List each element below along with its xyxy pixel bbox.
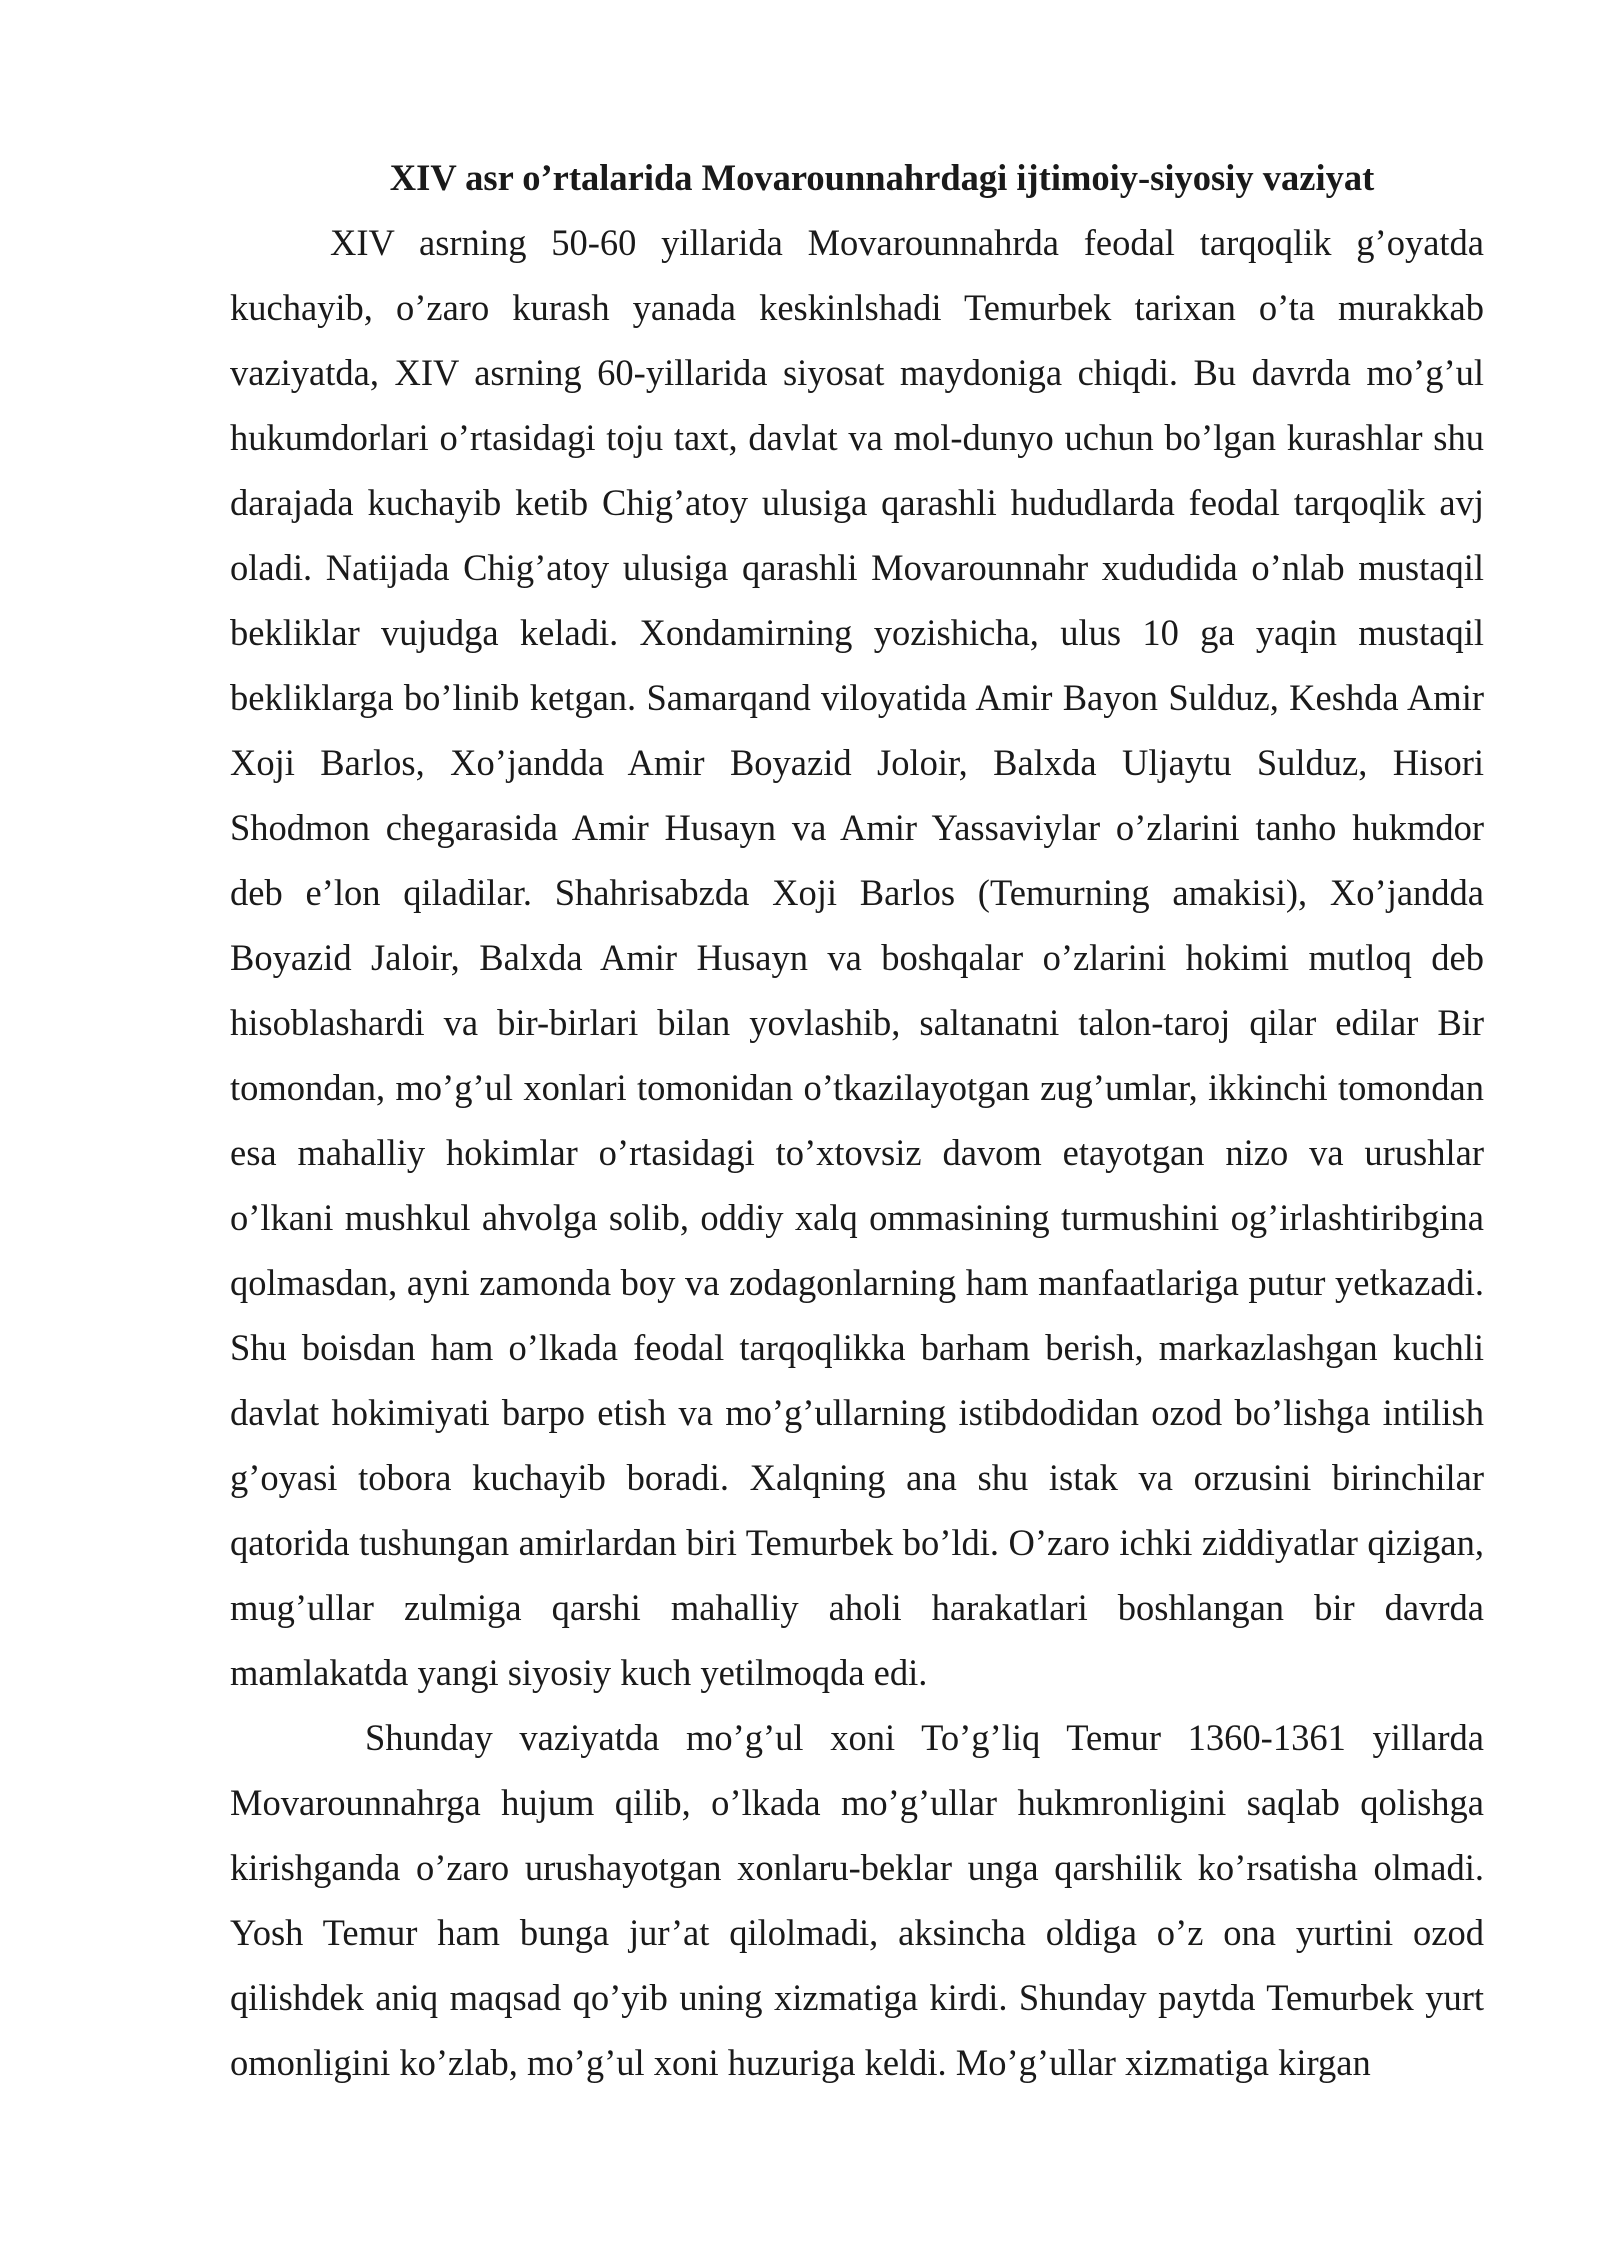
document-title: XIV asr o’rtalarida Movarounnahrdagi ijtimoiy-siyosiy vaziyat [389,157,1375,198]
paragraph-2: Shunday vaziyatda mo’g’ul xoni To’g’liq Temur 1360-1361 yillarda Movarounnahrga hujum qilib, o’lkada mo’g’ullar hukmronligini saqlab qolishga kirishganda o’zaro urushayotgan xonlaru-beklar unga qarshilik ko’rsatisha olmadi. Yosh Temur ham bunga jur’at qilolmadi, aksincha oldiga o’z ona yurtini ozod qilishdek aniq maqsad qo’yib uning xizmatiga kirdi. Shunday paytda Temurbek yurt omonligini ko’zlab, mo’g’ul xoni huzuriga keldi. Mo’g’ullar xizmatiga kirgan [230,1717,1484,2083]
document-body [230,148,1484,2095]
paragraph-1: XIV asrning 50-60 yillarida Movarounnahrda feodal tarqoqlik g’oyatda kuchayib, o’zaro kurash yanada keskinlshadi Temurbek tarixan o’ta murakkab vaziyatda, XIV asrning 60-yillarida siyosat maydoniga chiqdi. Bu davrda mo’g’ul hukumdorlari o’rtasidagi toju taxt, davlat va mol-dunyo uchun bo’lgan kurashlar shu darajada kuchayib ketib Chig’atoy ulusiga qarashli hududlarda feodal tarqoqlik avj oladi. Natijada Chig’atoy ulusiga qarashli Movarounnahr xududida o’nlab mustaqil bekliklar vujudga keladi. Xondamirning yozishicha, ulus 10 ga yaqin mustaqil bekliklarga bo’linib ketgan. Samarqand viloyatida Amir Bayon Sulduz, Keshda Amir Xoji Barlos, Xo’jandda Amir Boyazid Joloir, Balxda Uljaytu Sulduz, Hisori Shodmon chegarasida Amir Husayn va Amir Yassaviylar o’zlarini tanho hukmdor deb e’lon qiladilar. Shahrisabzda Xoji Barlos (Temurning amakisi), Xo’jandda Boyazid Jaloir, Balxda Amir Husayn va boshqalar o’zlarini hokimi mutloq deb hisoblashardi va bir-birlari bilan yovlashib, saltanatni talon-taroj qilar edilar Bir tomondan, mo’g’ul xonlari tomonidan o’tkazilayotgan zug’umlar, ikkinchi tomondan esa mahalliy hokimlar o’rtasidagi to’xtovsiz davom etayotgan nizo va urushlar o’lkani mushkul ahvolga solib, oddiy xalq ommasining turmushini og’irlashtiribgina qolmasdan, ayni zamonda boy va zodagonlarning ham manfaatlariga putur yetkazadi. Shu boisdan ham o’lkada feodal tarqoqlikka barham berish, markazlashgan kuchli davlat hokimiyati barpo etish va mo’g’ullarning istibdodidan ozod bo’lishga intilish g’oyasi tobora kuchayib boradi. Xalqning ana shu istak va orzusini birinchilar qatorida tushungan amirlardan biri Temurbek bo’ldi. O’zaro ichki ziddiyatlar qizigan, mug’ullar zulmiga qarshi mahalliy aholi harakatlari boshlangan bir davrda mamlakatda yangi siyosiy kuch yetilmoqda edi. [230,222,1484,1693]
